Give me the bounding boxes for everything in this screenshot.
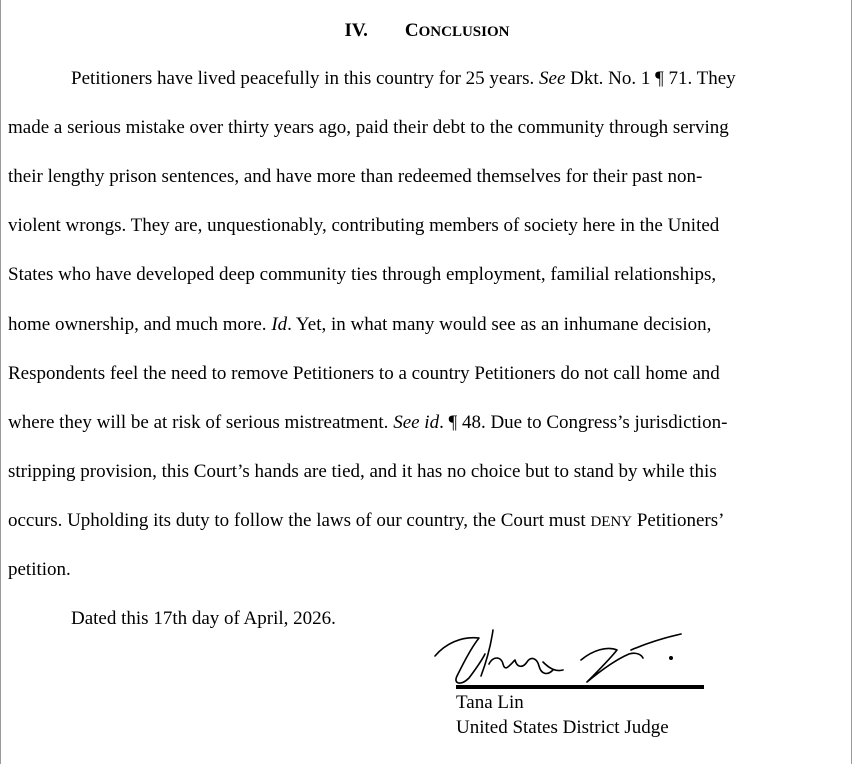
body-line-7: Respondents feel the need to remove Petitioners to a country Petitioners do not call home and <box>8 363 720 384</box>
section-heading <box>1 19 853 44</box>
body-line-9: stripping provision, this Court’s hands are tied, and it has no choice but to stand by while this <box>8 461 717 482</box>
section-title-initial: C <box>404 20 419 41</box>
body-line-10: occurs. Upholding its duty to follow the laws of our country, the Court must DENY Petitioners’ <box>8 510 725 531</box>
body-line-5: States who have developed deep community ties through employment, familial relationships, <box>8 264 717 285</box>
judge-name: Tana Lin <box>456 692 524 713</box>
body-line-4: violent wrongs. They are, unquestionably, contributing members of society here in the United <box>8 215 720 236</box>
body-line-1: Petitioners have lived peacefully in this country for 25 years. See Dkt. No. 1 ¶ 71. They <box>71 68 736 89</box>
signature-line <box>456 685 704 689</box>
section-number: IV. <box>344 20 368 41</box>
deny-smallcaps: DENY <box>590 514 633 530</box>
body-line-6: home ownership, and much more. Id. Yet, in what many would see as an inhumane decision, <box>8 314 712 335</box>
section-title-rest: ONCLUSION <box>418 24 510 40</box>
handwritten-signature <box>431 626 691 692</box>
dated-line: Dated this 17th day of April, 2026. <box>71 608 336 629</box>
body-line-2: made a serious mistake over thirty years ago, paid their debt to the community through serving <box>8 117 729 138</box>
judge-title: United States District Judge <box>456 717 669 738</box>
body-line-8: where they will be at risk of serious mistreatment. See id. ¶ 48. Due to Congress’s jurisdiction- <box>8 412 728 433</box>
body-line-11: petition. <box>8 559 71 580</box>
body-line-3: their lengthy prison sentences, and have more than redeemed themselves for their past non- <box>8 166 703 187</box>
